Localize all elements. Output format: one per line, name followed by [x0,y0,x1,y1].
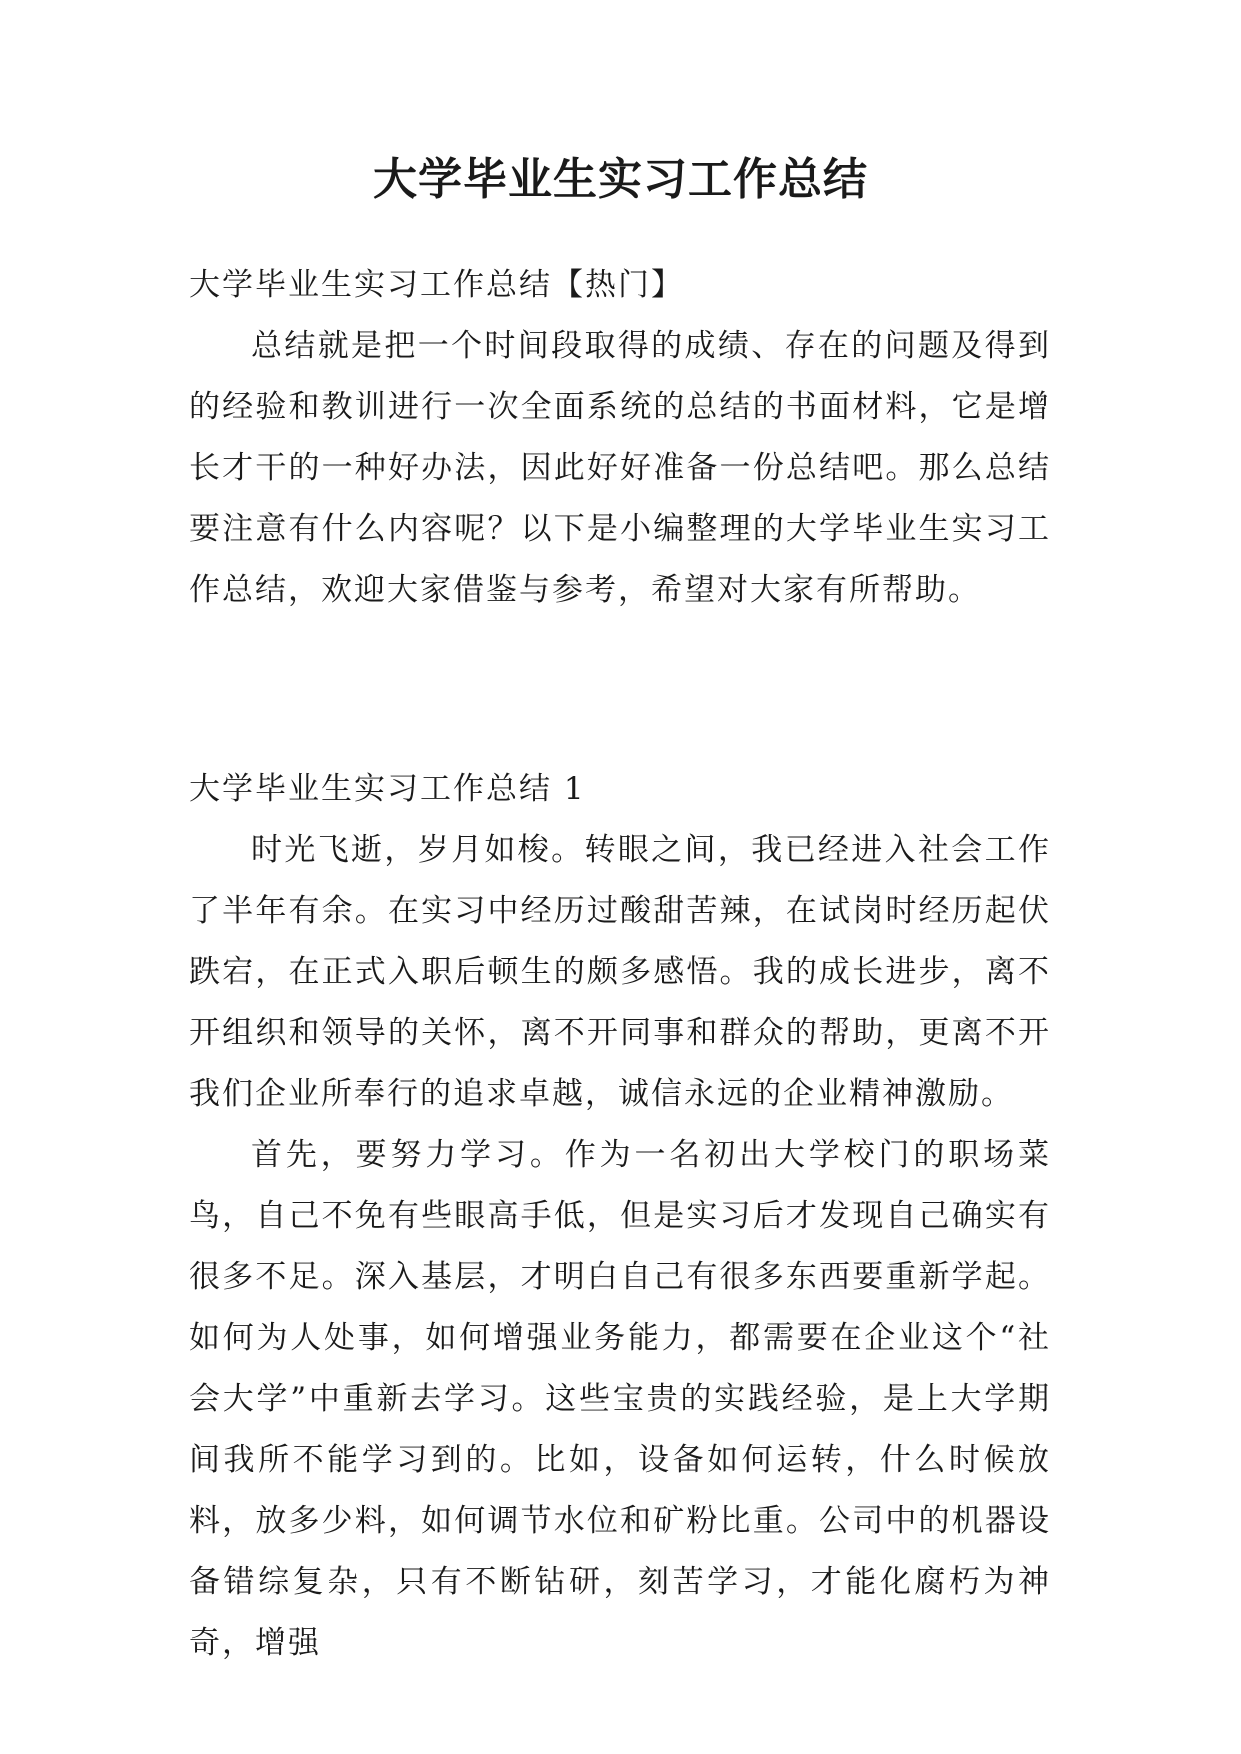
section-1-paragraph-1: 时光飞逝，岁月如梭。转眼之间，我已经进入社会工作了半年有余。在实习中经历过酸甜苦辣，在试岗时经历起伏跌宕，在正式入职后顿生的颇多感悟。我的成长进步，离不开组织和领导的关怀，离不开同事和群众的帮助，更离不开我们企业所奉行的追求卓越，诚信永远的企业精神激励。 [189,832,1051,1112]
intro-paragraph: 总结就是把一个时间段取得的成绩、存在的问题及得到的经验和教训进行一次全面系统的总结的书面材料，它是增长才干的一种好办法，因此好好准备一份总结吧。那么总结要注意有什么内容呢？以下是小编整理的大学毕业生实习工作总结，欢迎大家借鉴与参考，希望对大家有所帮助。 [189,328,1051,608]
document-title: 大学毕业生实习工作总结 [373,154,868,205]
section-1-heading: 大学毕业生实习工作总结 1 [189,771,586,807]
section-1-paragraph-2: 首先，要努力学习。作为一名初出大学校门的职场菜鸟，自己不免有些眼高手低，但是实习后才发现自己确实有很多不足。深入基层，才明白自己有很多东西要重新学起。如何为人处事，如何增强业务能力，都需要在企业这个“社会大学”中重新去学习。这些宝贵的实践经验，是上大学期间我所不能学习到的。比如，设备如何运转，什么时候放料，放多少料，如何调节水位和矿粉比重。公司中的机器设备错综复杂，只有不断钻研，刻苦学习，才能化腐朽为神奇，增强 [189,1137,1051,1661]
intro-section [189,255,1051,621]
intro-heading: 大学毕业生实习工作总结【热门】 [189,267,684,303]
section-1 [189,759,1051,1674]
